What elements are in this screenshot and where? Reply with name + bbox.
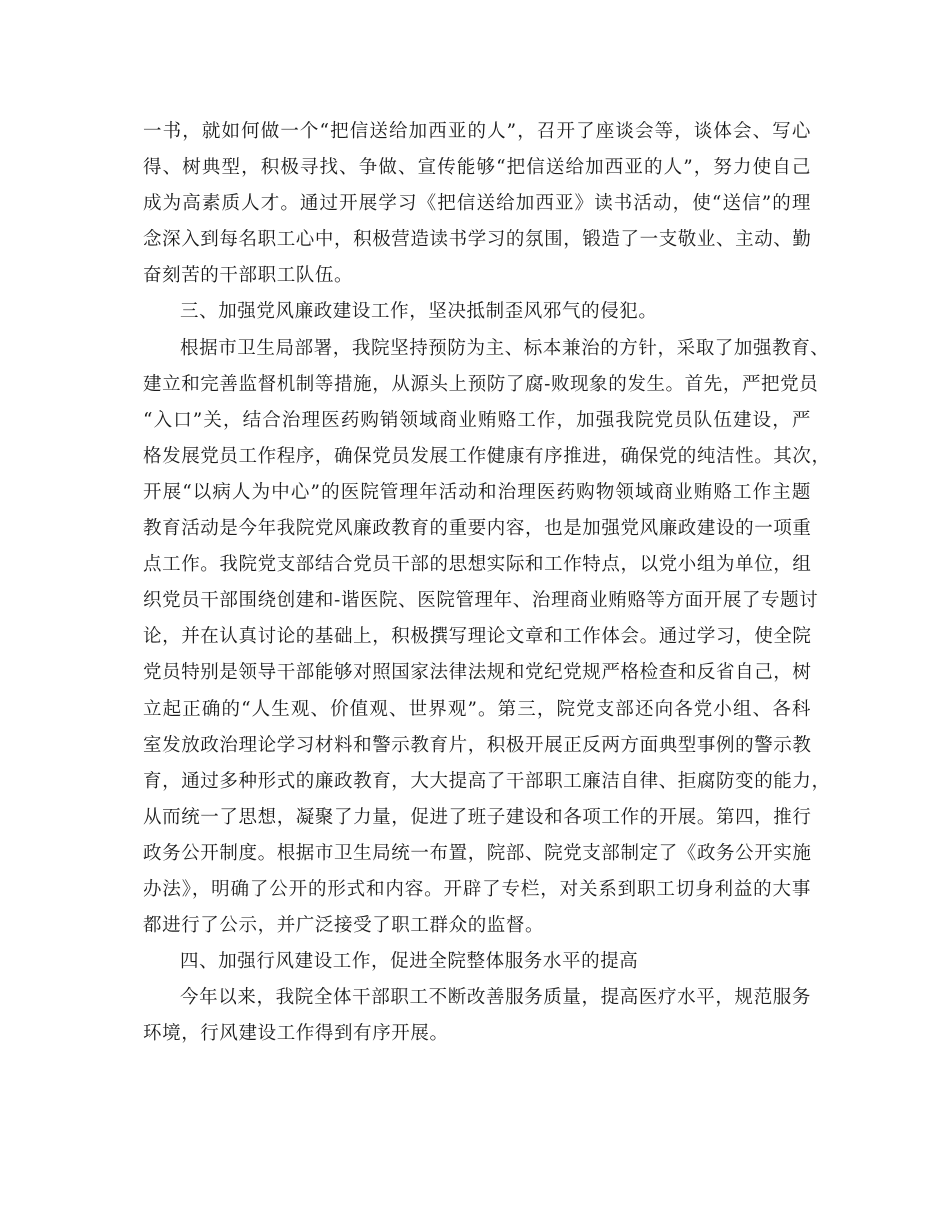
text-line: 织党员干部围绕创建和-谐医院、医院管理年、治理商业贿赂等方面开展了专题讨 <box>143 590 819 612</box>
text-line: 从而统一了思想，凝聚了力量，促进了班子建设和各项工作的开展。第四，推行 <box>143 806 812 828</box>
heading-line: 三、加强党风廉政建设工作，坚决抵制歪风邪气的侵犯。 <box>180 301 658 323</box>
paragraph-2 <box>143 331 831 945</box>
paragraph-3 <box>143 980 811 1052</box>
text-line: “入口”关，结合治理医药购销领域商业贿赂工作，加强我院党员队伍建设，严 <box>143 409 811 431</box>
document-body <box>143 114 831 1052</box>
text-line: 根据市卫生局部署，我院坚持预防为主、标本兼治的方针，采取了加强教育、 <box>180 337 830 359</box>
heading-line: 四、加强行风建设工作，促进全院整体服务水平的提高 <box>180 951 639 973</box>
section-heading-3 <box>143 294 811 330</box>
text-line: 成为高素质人才。通过开展学习《把信送给加西亚》读书活动，使“送信”的理 <box>143 193 811 215</box>
text-line: 立起正确的“人生观、价值观、世界观”。第三，院党支部还向各党小组、各科 <box>143 698 811 720</box>
text-line: 奋刻苦的干部职工队伍。 <box>143 265 354 287</box>
text-line: 得、树典型，积极寻找、争做、宣传能够“把信送给加西亚的人”，努力使自己 <box>143 157 811 179</box>
text-line: 党员特别是领导干部能够对照国家法律法规和党纪党规严格检查和反省自己，树 <box>143 662 812 684</box>
text-line: 建立和完善监督机制等措施，从源头上预防了腐-败现象的发生。首先，严把党员 <box>143 373 819 395</box>
text-line: 政务公开制度。根据市卫生局统一布置，院部、院党支部制定了《政务公开实施 <box>143 842 812 864</box>
text-line: 室发放政治理论学习材料和警示教育片，积极开展正反两方面典型事例的警示教 <box>143 734 812 756</box>
text-line: 开展“以病人为中心”的医院管理年活动和治理医药购物领域商业贿赂工作主题 <box>143 481 811 503</box>
text-line: 都进行了公示，并广泛接受了职工群众的监督。 <box>143 915 545 937</box>
text-line: 育，通过多种形式的廉政教育，大大提高了干部职工廉洁自律、拒腐防变的能力， <box>143 770 831 792</box>
section-heading-4 <box>143 944 811 980</box>
text-line: 念深入到每名职工心中，积极营造读书学习的氛围，锻造了一支敬业、主动、勤 <box>143 229 812 251</box>
paragraph-1 <box>143 114 811 294</box>
text-line: 环境，行风建设工作得到有序开展。 <box>143 1023 449 1045</box>
text-line: 论，并在认真讨论的基础上，积极撰写理论文章和工作体会。通过学习，使全院 <box>143 626 812 648</box>
text-line: 格发展党员工作程序，确保党员发展工作健康有序推进，确保党的纯洁性。其次， <box>143 445 831 467</box>
text-line: 一书，就如何做一个“把信送给加西亚的人”，召开了座谈会等，谈体会、写心 <box>143 121 811 142</box>
text-line: 点工作。我院党支部结合党员干部的思想实际和工作特点，以党小组为单位，组 <box>143 554 812 576</box>
text-line: 教育活动是今年我院党风廉政教育的重要内容，也是加强党风廉政建设的一项重 <box>143 518 812 540</box>
text-line: 办法》，明确了公开的形式和内容。开辟了专栏，对关系到职工切身利益的大事 <box>143 878 811 900</box>
text-line: 今年以来，我院全体干部职工不断改善服务质量，提高医疗水平，规范服务 <box>180 987 811 1009</box>
